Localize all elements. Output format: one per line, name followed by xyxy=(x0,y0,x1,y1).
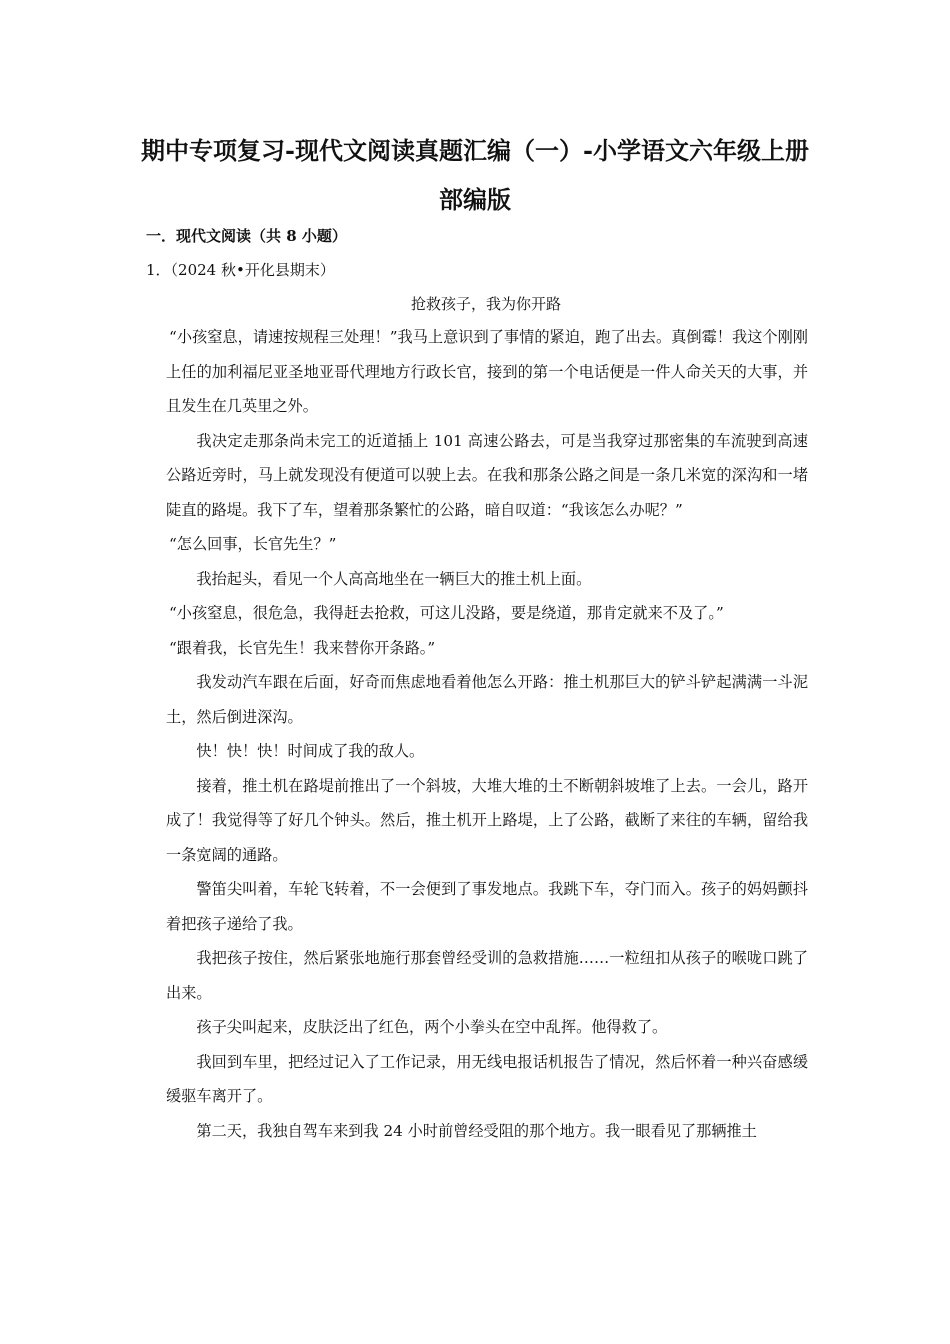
article-paragraph: “小孩窒息，请速按规程三处理！”我马上意识到了事情的紧迫，跑了出去。真倒霉！我这个刚刚上任的加利福尼亚圣地亚哥代理地方行政长官，接到的第一个电话便是一件人命关天的大事，并且发生在几英里之外。 xyxy=(166,328,808,415)
article-paragraph: 我决定走那条尚未完工的近道插上 101 高速公路去，可是当我穿过那密集的车流驶到高速公路近旁时，马上就发现没有便道可以驶上去。在我和那条公路之间是一条几米宽的深沟和一堵陡直的路堤。我下了车，望着那条繁忙的公路，暗自叹道：“我该怎么办呢？” xyxy=(166,431,808,519)
section-heading: 一．现代文阅读（共 8 小题） xyxy=(146,227,347,245)
article-paragraph: 我回到车里，把经过记入了工作记录，用无线电报话机报告了情况，然后怀着一种兴奋感缓缓驱车离开了。 xyxy=(166,1052,808,1105)
article-paragraph: “怎么回事，长官先生？” xyxy=(169,535,337,553)
document-title-line-1: 期中专项复习-现代文阅读真题汇编（一）-小学语文六年级上册 xyxy=(141,136,809,165)
article-paragraph: “跟着我，长官先生！我来替你开条路。” xyxy=(169,638,436,657)
article-paragraph: 我抬起头，看见一个人高高地坐在一辆巨大的推土机上面。 xyxy=(196,569,592,588)
article-paragraph: 我把孩子按住，然后紧张地施行那套曾经受训的急救措施……一粒纽扣从孩子的喉咙口跳了出来。 xyxy=(166,949,808,1002)
article-paragraph: 快！快！快！时间成了我的敌人。 xyxy=(196,742,425,760)
article-paragraph: 第二天，我独自驾车来到我 24 小时前曾经受阻的那个地方。我一眼看见了那辆推土 xyxy=(196,1121,757,1140)
article-paragraph: 警笛尖叫着，车轮飞转着，不一会便到了事发地点。我跳下车，夺门而入。孩子的妈妈颤抖着把孩子递给了我。 xyxy=(166,880,808,933)
document-title-line-2: 部编版 xyxy=(439,185,511,214)
question-number-source: 1．（2024 秋•开化县期末） xyxy=(146,261,335,279)
article-title: 抢救孩子，我为你开路 xyxy=(410,295,561,313)
article-paragraph: “小孩窒息，很危急，我得赶去抢救，可这儿没路，要是绕道，那肯定就来不及了。” xyxy=(169,604,724,622)
article-paragraph: 接着，推土机在路堤前推出了一个斜坡，大堆大堆的土不断朝斜坡堆了上去。一会儿，路开成了！我觉得等了好几个钟头。然后，推土机开上路堤，上了公路，截断了来往的车辆，留给我一条宽阔的通路。 xyxy=(166,776,808,864)
article-paragraph: 我发动汽车跟在后面，好奇而焦虑地看着他怎么开路：推土机那巨大的铲斗铲起满满一斗泥土，然后倒进深沟。 xyxy=(166,673,808,726)
article-body xyxy=(166,320,808,1148)
article-paragraph: 孩子尖叫起来，皮肤泛出了红色，两个小拳头在空中乱挥。他得救了。 xyxy=(196,1018,668,1036)
